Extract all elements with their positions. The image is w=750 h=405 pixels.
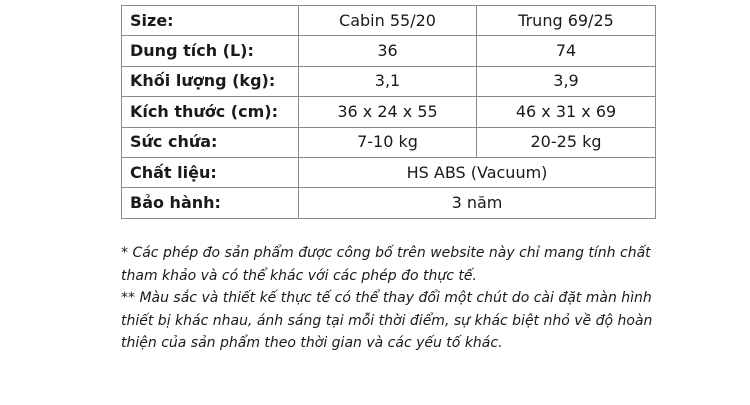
row-label: Bảo hành:: [122, 188, 299, 218]
cabin-value: 7-10 kg: [299, 127, 477, 157]
cabin-value: 36 x 24 x 55: [299, 97, 477, 127]
table-row-size: [122, 6, 656, 36]
cabin-value: Cabin 55/20: [299, 6, 477, 36]
row-label: Size:: [122, 6, 299, 36]
row-label: Sức chứa:: [122, 127, 299, 157]
footnotes: [121, 242, 681, 355]
cabin-value: 3,1: [299, 66, 477, 96]
footnote-measurement: * Các phép đo sản phẩm được công bố trên website này chỉ mang tính chất tham khảo và có thể khác với các phép đo thực tế.: [121, 245, 651, 284]
trung-value: 74: [477, 36, 656, 66]
trung-value: 46 x 31 x 69: [477, 97, 656, 127]
table-row-weight: [122, 66, 656, 96]
row-label: Chất liệu:: [122, 157, 299, 187]
table-row-load: [122, 127, 656, 157]
row-label: Kích thước (cm):: [122, 97, 299, 127]
table-row-warranty: [122, 188, 656, 218]
trung-value: 20-25 kg: [477, 127, 656, 157]
table-row-dimensions: [122, 97, 656, 127]
row-label: Khối lượng (kg):: [122, 66, 299, 96]
table-row-capacity: [122, 36, 656, 66]
trung-value: 3,9: [477, 66, 656, 96]
merged-value: HS ABS (Vacuum): [299, 157, 656, 187]
cabin-value: 36: [299, 36, 477, 66]
footnote-color: ** Màu sắc và thiết kế thực tế có thể thay đổi một chút do cài đặt màn hình thiết bị khác nhau, ánh sáng tại mỗi thời điểm, sự khác biệt nhỏ về độ hoàn thiện của sản phẩm theo thời gian và các yếu tố khác.: [121, 290, 653, 351]
row-label: Dung tích (L):: [122, 36, 299, 66]
table-row-material: [122, 157, 656, 187]
merged-value: 3 năm: [299, 188, 656, 218]
trung-value: Trung 69/25: [477, 6, 656, 36]
spec-table: [121, 5, 656, 219]
